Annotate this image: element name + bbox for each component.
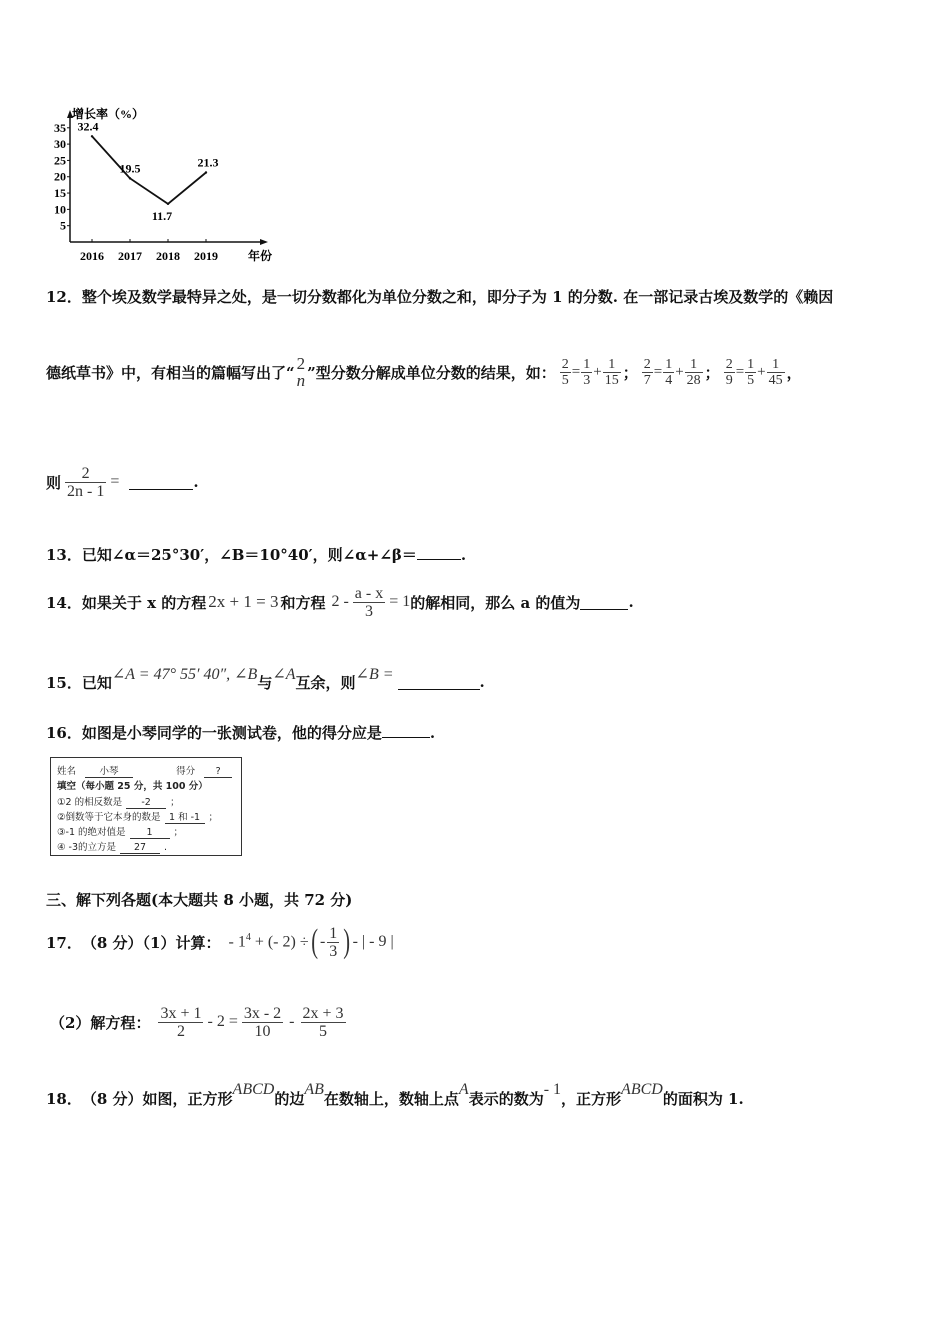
fraction-a-minus-x-over-3: $\frac{a - x}{3}$ — [354, 584, 384, 620]
example-decomposition: $\frac{2}{7}$ = $\frac{1}{4}$ + $\frac{1}{28}$ ； — [643, 356, 720, 388]
question-12-line1: 12．整个埃及数学最特异之处，是一切分数都化为单位分数之和，即分子为 1 的分数. 在一部记录古埃及数学的《赖因 — [46, 288, 834, 306]
unit-fraction: $\frac{1}{15}$ — [604, 356, 619, 388]
y-tick-label: 20 — [54, 169, 66, 184]
test-paper-header: 填空（每小题 25 分，共 100 分） — [57, 781, 208, 792]
question-12-number: 12． — [46, 288, 82, 306]
test-paper-item: ③-1 的绝对值是 1 ； — [57, 827, 184, 838]
fraction-1-over-3: $\frac{1}{3}$ — [329, 924, 338, 960]
answer-blank-16[interactable] — [382, 723, 430, 738]
y-tick-label: 5 — [60, 218, 66, 233]
question-15: 15． 已知 ∠A = 47° 55′ 40″, ∠B 与 ∠A 互余，则 ∠B = . — [46, 666, 485, 692]
unit-fraction: $\frac{1}{3}$ — [583, 356, 591, 388]
x-axis-label: 年份 — [248, 249, 273, 263]
question-17-part1: 17． （8 分）（1）计算： - $1^4$ + (- 2) ÷ ( - $\frac{1}{3}$ ) - | - 9 | — [46, 923, 394, 960]
data-point — [129, 177, 131, 179]
fraction-2-over-2n-minus-1: $\frac{2}{2n - 1}$ — [67, 464, 105, 500]
calc-expression: - $1^4$ + (- 2) ÷ — [228, 932, 309, 951]
series-line — [92, 136, 206, 204]
data-point — [91, 135, 93, 137]
y-tick-label: 15 — [54, 186, 66, 201]
unit-fraction: $\frac{1}{5}$ — [747, 356, 755, 388]
question-17-part2: （2）解方程： $\frac{3x + 1}{2}$ - 2 = $\frac{3x - 2}{10}$ - $\frac{2x + 3}{5}$ — [50, 1004, 344, 1040]
unit-fraction-examples — [560, 357, 806, 388]
x-tick-label: 2019 — [194, 249, 218, 263]
unit-fraction: $\frac{1}{28}$ — [686, 356, 701, 388]
question-16: 16．如图是小琴同学的一张测试卷，他的得分应是 . — [46, 724, 436, 742]
test-paper-item: ①2 的相反数是 -2 ； — [57, 797, 180, 808]
fraction-2x-plus-3-over-5: $\frac{2x + 3}{5}$ — [302, 1004, 344, 1040]
answer-blank-12[interactable] — [129, 475, 193, 490]
x-axis-arrow — [260, 239, 268, 245]
data-point — [167, 203, 169, 205]
unit-fraction: $\frac{2}{9}$ — [725, 356, 733, 388]
unit-fraction: $\frac{1}{4}$ — [665, 356, 673, 388]
x-tick-label: 2016 — [80, 249, 104, 263]
example-decomposition: $\frac{2}{5}$ = $\frac{1}{3}$ + $\frac{1}{15}$ ； — [561, 356, 638, 388]
unit-fraction: $\frac{2}{5}$ — [561, 356, 569, 388]
y-tick-label: 10 — [54, 202, 66, 217]
fraction-3x-minus-2-over-10: $\frac{3x - 2}{10}$ — [243, 1004, 282, 1040]
y-tick-label: 25 — [54, 153, 66, 168]
data-label: 32.4 — [77, 119, 99, 134]
test-paper-figure — [50, 757, 242, 856]
y-tick-label: 35 — [54, 120, 66, 135]
answer-blank-13[interactable] — [417, 545, 461, 560]
data-label: 19.5 — [119, 161, 141, 176]
test-paper-item: ②倒数等于它本身的数是 1 和 -1 ； — [57, 809, 218, 824]
test-paper-name-row: 姓名 小琴 得分 ? — [57, 763, 232, 778]
question-14: 14． 如果关于 x 的方程 2x + 1 = 3 和方程 2 - $\frac{a - x}{3}$ = 1 的解相同，那么 a 的值为 . — [46, 584, 634, 620]
answer-blank-15[interactable] — [398, 675, 480, 690]
example-decomposition: $\frac{2}{9}$ = $\frac{1}{5}$ + $\frac{1}{45}$ ， — [725, 356, 802, 388]
data-point — [205, 171, 207, 173]
fraction-2-over-n: 2 n — [296, 354, 306, 390]
y-tick-label: 30 — [54, 137, 66, 152]
question-18: 18． （8 分）如图，正方形 ABCD 的边 AB 在数轴上，数轴上点 A 表示的数为 - 1 ，正方形 ABCD 的面积为 1. — [46, 1081, 744, 1108]
unit-fraction: $\frac{2}{7}$ — [643, 356, 651, 388]
question-13: 13．已知∠α＝25°30′，∠B＝10°40′，则∠α+∠β＝ . — [46, 546, 467, 564]
x-tick-label: 2018 — [156, 249, 180, 263]
question-12-line2: 德纸草书》中，有相当的篇幅写出了“ 2 n ”型分数分解成单位分数的结果，如： $\frac{2}{5}$ = $\frac{1}{3}$ + $\frac{1}{15}$ ； $\frac{2}{7}$ = $\frac{1}{4}$ + $\frac{1}{28}$ ； $\frac{2}{9}$ = $\frac{1}{5}$ + $\frac{1}{45}$ ， — [46, 346, 806, 398]
answer-blank-14[interactable] — [580, 595, 628, 610]
fraction-3x-plus-1-over-2: $\frac{3x + 1}{2}$ — [160, 1004, 202, 1040]
data-label: 11.7 — [151, 208, 173, 223]
growth-rate-line-chart — [40, 100, 280, 268]
test-paper-item: ④ -3的立方是 27 . — [57, 842, 168, 853]
x-tick-label: 2017 — [118, 249, 142, 263]
question-12-ask: 则 $\frac{2}{2n - 1}$ = . — [46, 464, 199, 500]
unit-fraction: $\frac{1}{45}$ — [768, 356, 783, 388]
section-3-heading: 三、解下列各题(本大题共 8 小题，共 72 分) — [46, 891, 353, 909]
data-label: 21.3 — [197, 155, 219, 170]
y-axis-label: 增长率（%） — [72, 107, 145, 121]
